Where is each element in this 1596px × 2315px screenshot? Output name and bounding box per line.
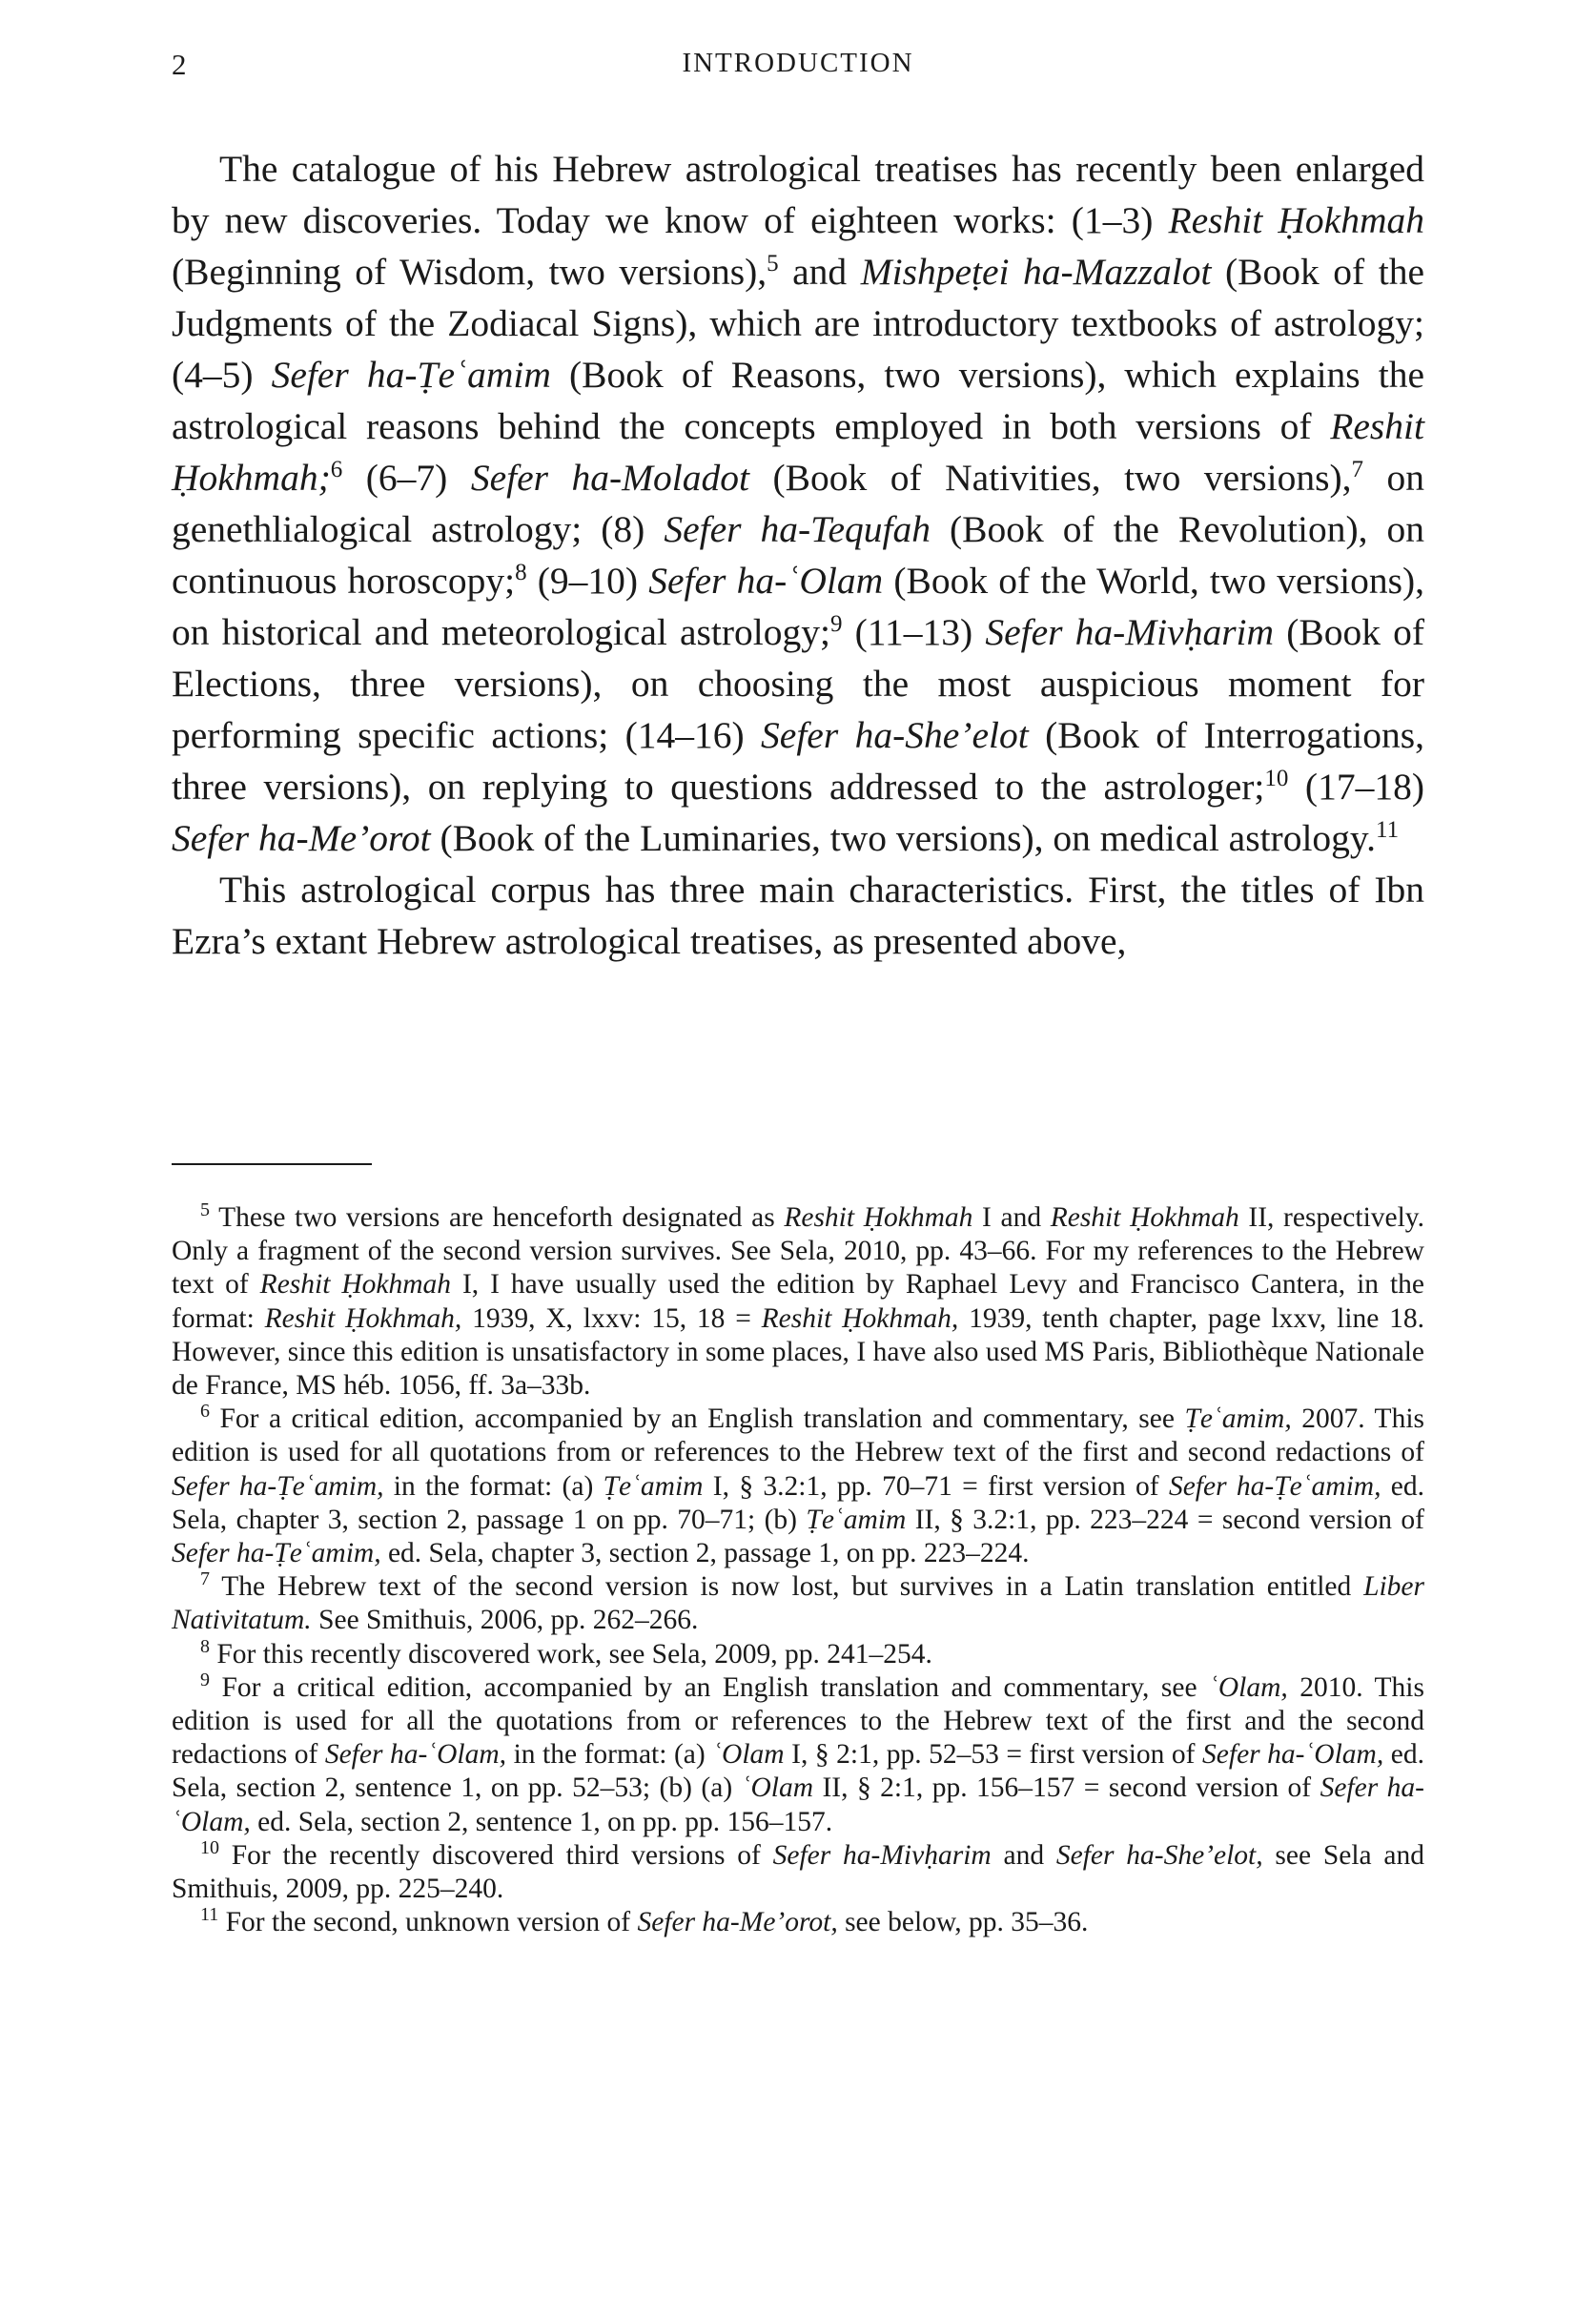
text-run: (6–7): [342, 457, 471, 499]
italic-title: Sefer ha-ʿOlam,: [324, 1739, 507, 1771]
footnote-divider: [172, 1163, 372, 1165]
italic-title: Reshit Ḥokhmah: [259, 1269, 452, 1301]
italic-title: Reshit Ḥokhmah: [1168, 199, 1424, 241]
text-run: in the format: (a): [506, 1739, 713, 1771]
text-run: See Smithuis, 2006, pp. 262–266.: [311, 1605, 699, 1636]
footnote: [172, 1635, 1424, 1671]
text-run: see below, pp. 35–36.: [837, 1907, 1089, 1938]
footnote: [172, 1906, 1424, 1939]
italic-title: Sefer ha-ʿOlam,: [1202, 1739, 1384, 1771]
text-run: (Beginning of Wisdom, two versions),: [172, 251, 767, 293]
running-head: INTRODUCTION: [682, 48, 914, 78]
main-text: [172, 143, 1424, 967]
text-run: For a critical edition, accompanied by an English translation and commentary, see: [210, 1403, 1185, 1435]
italic-title: Sefer ha-She’elot: [761, 714, 1029, 756]
italic-title: ʿOlam,: [1209, 1671, 1288, 1703]
text-run: I, § 3.2:1, pp. 70–71 = first version of: [703, 1470, 1169, 1502]
text-run: For a critical edition, accompanied by an English translation and commentary, see: [210, 1671, 1210, 1703]
note-marker: 11: [200, 1904, 219, 1926]
text-run: 2007. This edition is used for all quotations from or references to the Hebrew text of the first and second redactions of: [172, 1403, 1424, 1468]
text-run: I and: [972, 1202, 1051, 1233]
page-header: [172, 48, 1424, 86]
italic-title: Ṭeʿamim: [806, 1504, 907, 1535]
note-marker: 7: [1351, 456, 1364, 482]
footnotes: [172, 1201, 1424, 1939]
italic-title: Sefer ha-She’elot,: [1055, 1839, 1263, 1871]
italic-title: Sefer ha-Ṭeʿamim,: [172, 1470, 384, 1502]
text-run: see Sela and Smithuis, 2009, pp. 225–240.: [172, 1839, 1424, 1905]
text-run: and: [778, 251, 861, 293]
body-paragraph: [172, 143, 1424, 864]
note-marker: 5: [767, 250, 779, 277]
italic-title: Sefer ha-Ṭeʿamim: [271, 354, 551, 396]
text-run: For this recently discovered work, see Sela, 2009, pp. 241–254.: [210, 1638, 932, 1670]
text-run: (Book of the Revolution), on continuous horoscopy;: [172, 508, 1424, 602]
note-marker: 5: [200, 1199, 210, 1221]
italic-title: Sefer ha-Mivḥarim: [772, 1839, 992, 1871]
italic-title: Ṭeʿamim,: [1184, 1403, 1292, 1435]
text-run: (Book of Interrogations, three versions), on replying to questions addressed to the astrologer;: [172, 714, 1424, 808]
text-run: 1939, X, lxxv: 15, 18 =: [461, 1302, 762, 1334]
text-run: For the second, unknown version of: [218, 1907, 638, 1938]
note-marker: 9: [200, 1670, 210, 1691]
text-run: on genethlialogical astrology; (8): [172, 457, 1425, 550]
italic-title: ʿOlam: [712, 1739, 785, 1771]
text-run: and: [991, 1839, 1056, 1871]
text-run: II, § 2:1, pp. 156–157 = second version of: [813, 1772, 1320, 1804]
body-paragraph: [172, 864, 1424, 967]
italic-title: Sefer ha-ʿOlam,: [172, 1772, 1424, 1837]
text-run: (Book of the World, two versions), on historical and meteorological astrology;: [172, 560, 1424, 653]
italic-title: Reshit Ḥokhmah;: [172, 405, 1424, 499]
text-run: (17–18): [1288, 766, 1424, 808]
footnote: [172, 1671, 1424, 1839]
note-marker: 6: [330, 456, 343, 482]
text-run: ed. Sela, section 2, sentence 1, on pp. 52–53; (b) (a): [172, 1739, 1424, 1804]
text-run: (Book of the Judgments of the Zodiacal Signs), which are introductory textbooks of astrology; (4–5): [172, 251, 1424, 396]
footnote: [172, 1201, 1424, 1403]
text-run: (9–10): [526, 560, 649, 602]
italic-title: Sefer ha-Moladot: [470, 457, 749, 499]
text-run: (Book of Reasons, two versions), which explains the astrological reasons behind the concepts employed in both versions of: [172, 354, 1424, 447]
footnote: [172, 1403, 1424, 1570]
text-run: 2010. This edition is used for all the quotations from or references to the Hebrew text of the first and the second redactions of: [172, 1671, 1424, 1771]
text-run: I, I have usually used the edition by Raphael Levy and Francisco Cantera, in the format:: [172, 1269, 1425, 1334]
italic-title: Sefer ha-Mivḥarim: [985, 611, 1275, 653]
note-marker: 7: [200, 1568, 210, 1590]
text-run: The Hebrew text of the second version is now lost, but survives in a Latin translation entitled: [210, 1571, 1364, 1603]
note-marker: 8: [515, 559, 527, 585]
text-run: 1939, tenth chapter, page lxxv, line 18. However, since this edition is unsatisfactory in some places, I have also used MS Paris, Bibliothèque Nationale de France, MS héb. 1056, ff. 3a–33b.: [172, 1302, 1424, 1402]
italic-title: Reshit Ḥokhmah: [1050, 1202, 1239, 1233]
text-run: II, § 3.2:1, pp. 223–224 = second version of: [906, 1504, 1424, 1535]
italic-title: Mishpeṭei ha-Mazzalot: [860, 251, 1212, 293]
text-run: ed. Sela, chapter 3, section 2, passage 1 on pp. 70–71; (b): [172, 1470, 1424, 1535]
italic-title: Sefer ha-ʿOlam: [648, 560, 884, 602]
note-marker: 6: [200, 1401, 210, 1423]
italic-title: Sefer ha-Me’orot,: [637, 1907, 838, 1938]
text-run: (Book of Nativities, two versions),: [748, 457, 1352, 499]
note-marker: 9: [829, 610, 843, 637]
italic-title: Reshit Ḥokhmah,: [761, 1302, 959, 1334]
italic-title: Sefer ha-Ṭeʿamim,: [1168, 1470, 1381, 1502]
italic-title: Sefer ha-Tequfah: [664, 508, 931, 550]
note-marker: 11: [1376, 816, 1400, 843]
italic-title: Ṭeʿamim: [603, 1470, 704, 1502]
italic-title: Reshit Ḥokhmah,: [264, 1302, 462, 1334]
note-marker: 10: [1264, 765, 1289, 791]
text-run: I, § 2:1, pp. 52–53 = first version of: [784, 1739, 1203, 1771]
text-run: (Book of Elections, three versions), on choosing the most auspicious moment for performing specific actions; (14–16): [172, 611, 1424, 756]
footnote: [172, 1839, 1424, 1906]
text-run: The catalogue of his Hebrew astrological treatises has recently been enlarged by new discoveries. Today we know of eighteen works: (1–3): [172, 148, 1424, 241]
text-run: This astrological corpus has three main characteristics. First, the titles of Ibn Ezra’s extant Hebrew astrological treatises, as presented above,: [172, 869, 1424, 962]
text-run: in the format: (a): [383, 1470, 604, 1502]
footnote: [172, 1570, 1424, 1637]
italic-title: Sefer ha-Me’orot: [172, 817, 431, 859]
text-run: For the recently discovered third versions of: [219, 1839, 773, 1871]
text-run: (11–13): [842, 611, 986, 653]
text-run: (Book of the Luminaries, two versions), on medical astrology.: [430, 817, 1376, 859]
page-number: 2: [172, 48, 187, 81]
text-run: ed. Sela, chapter 3, section 2, passage 1, on pp. 223–224.: [380, 1538, 1030, 1569]
text-run: These two versions are henceforth designated as: [210, 1202, 785, 1233]
italic-title: Reshit Ḥokhmah: [784, 1202, 973, 1233]
note-marker: 10: [200, 1837, 219, 1859]
note-marker: 8: [200, 1635, 210, 1657]
text-run: II, respectively. Only a fragment of the second version survives. See Sela, 2010, pp. 43–66. For my references to the Hebrew text of: [172, 1202, 1425, 1301]
italic-title: Liber Nativitatum.: [172, 1571, 1424, 1636]
italic-title: Sefer ha-Ṭeʿamim,: [172, 1538, 381, 1569]
italic-title: ʿOlam: [741, 1772, 814, 1804]
text-run: ed. Sela, section 2, sentence 1, on pp. pp. 156–157.: [250, 1806, 833, 1837]
